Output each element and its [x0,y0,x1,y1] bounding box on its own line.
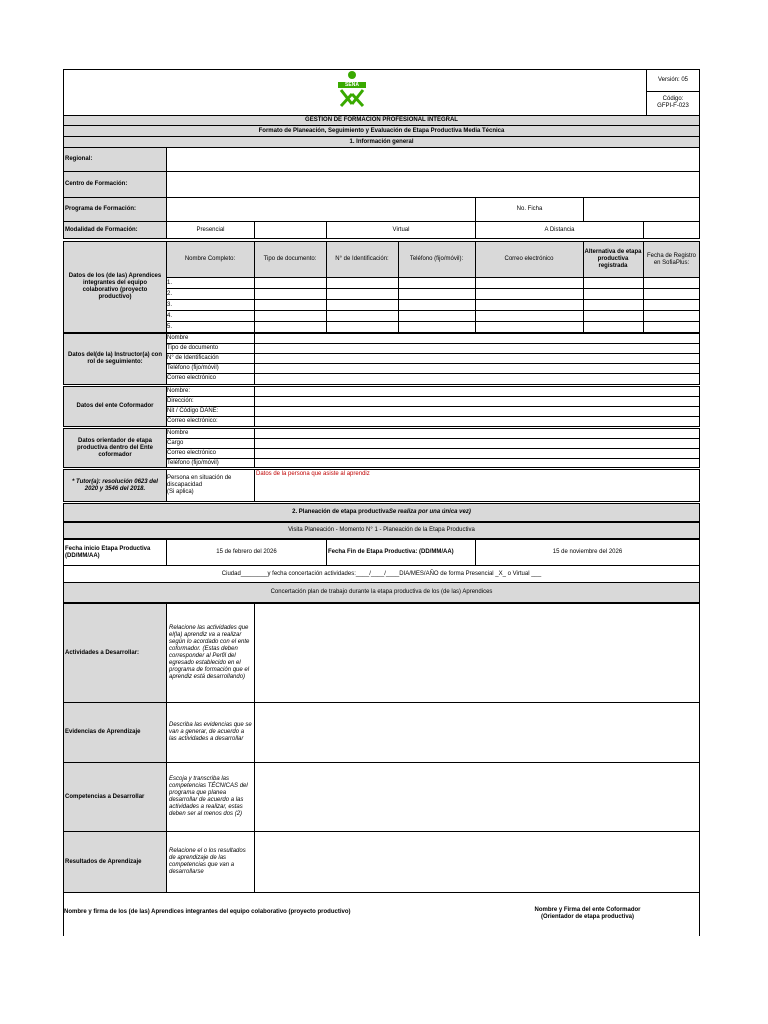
orientador-field-nombre: Nombre [167,429,189,436]
footer-coformador-sign: Nombre y Firma del ente Coformador (Orientador de etapa productiva) [534,907,641,920]
plan-field-competencias[interactable] [254,762,700,832]
modalidad-label: Modalidad de Formación: [63,221,167,239]
col-correo: Correo electrónico [504,256,554,262]
instructor-field-telefono: Teléfono (fijo/móvil) [167,364,219,371]
instructor-field-correo: Correo electrónico [167,375,217,381]
table-row[interactable]: 4. [167,312,173,319]
visit-title: Visita Planeación - Momento N° 1 - Planeación de la Etapa Productiva [63,522,700,539]
col-tipo-doc: Tipo de documento: [263,256,317,262]
orientador-field-correo: Correo electrónico [167,449,217,456]
ficha-field[interactable] [583,197,700,222]
city-date-line: Ciudad________y fecha concertación actividades:____/____/____DIA/MES/AÑO de forma Presencial _X_ o Virtual ___ [63,565,700,583]
regional-label: Regional: [63,147,167,172]
plan-hint-evidencias: Describa las evidencias que se van a generar, de acuerdo a las actividades a desarrollar [166,702,255,763]
programa-field[interactable] [166,197,476,222]
centro-field[interactable] [166,171,700,198]
end-date-label: Fecha Fin de Etapa Productiva: (DD/MM/AA) [326,539,476,566]
col-nombre: Nombre Completo: [184,256,236,262]
title-main: GESTIÓN DE FORMACIÓN PROFESIONAL INTEGRAL [63,115,700,126]
mode-presencial-check[interactable] [254,221,327,239]
tutor-note: Datos de la persona que asiste al aprendiz [256,471,370,477]
ficha-label: No. Ficha [475,197,584,222]
programa-label: Programa de Formación: [63,197,167,222]
table-row[interactable]: 5. [167,323,173,330]
version-label: Versión: 05 [657,76,689,83]
regional-field[interactable] [166,147,700,172]
section2-title-text: 2. Planeación de etapa productiva [292,509,389,515]
plan-label-evidencias: Evidencias de Aprendizaje [63,702,167,763]
sena-logo [332,70,372,110]
plan-field-actividades[interactable] [254,603,700,703]
plan-field-evidencias[interactable] [254,702,700,763]
coformador-label: Datos del ente Coformador [63,386,167,427]
header-divider-h [646,91,700,92]
table-row[interactable]: 1. [167,279,173,286]
centro-label: Centro de Formación: [63,171,167,198]
plan-hint-resultados: Relacione el o los resultados de aprendizaje de las competencias que van a desarrollarse [166,831,255,893]
col-telefono: Teléfono (fijo/móvil): [409,256,464,262]
start-date-value[interactable]: 15 de febrero del 2026 [166,539,327,566]
table-row[interactable]: 2. [167,290,173,297]
instructor-label: Datos del(de la) Instructor(a) con rol de seguimiento: [63,333,167,385]
instructor-field-nombre: Nombre [167,334,189,341]
start-date-label: Fecha inicio Etapa Productiva (DD/MM/AA) [63,539,167,566]
section1-title: 1. Información general [63,136,700,148]
orientador-label: Datos orientador de etapa productiva dentro del Ente coformador [63,428,167,468]
coformador-field-nombre: Nombre: [167,387,191,394]
section2-title [63,503,700,522]
orientador-field-cargo: Cargo [167,439,184,446]
section2-title-italic: Se realiza por una única vez) [388,509,471,515]
mode-distancia[interactable]: A Distancia [475,221,644,239]
footer-apprentices-sign: Nombre y firma de los (de las) Aprendices integrantes del equipo colaborativo (proyecto productivo) [64,909,351,915]
end-date-value[interactable]: 15 de noviembre del 2026 [475,539,700,566]
instructor-field-id: N° de Identificación [167,354,219,361]
apprentices-label: Datos de los (de las) Aprendices integrantes del equipo colaborativo (proyecto productivo) [63,241,167,333]
col-alternativa: Alternativa de etapa productiva registrada [584,249,642,269]
plan-label-competencias: Competencias a Desarrollar [63,762,167,832]
orientador-field-telefono: Teléfono (fijo/móvil) [167,459,219,466]
code-label: Código: GFPI-F-023 [657,96,689,109]
tutor-field-discapacidad: Persona en situación de discapacidad (Si aplica) [167,475,232,495]
col-fecha-registro: Fecha de Registro en SofiaPlus: [646,252,697,266]
table-row[interactable]: 3. [167,301,173,308]
tutor-label: * Tutor(a): resolución 0623 del 2020 y 3546 del 2018. [63,469,167,502]
title-format: Formato de Planeación, Seguimiento y Evaluación de Etapa Productiva Media Técnica [63,125,700,137]
coformador-field-correo: Correo electrónico: [167,417,218,424]
mode-virtual[interactable]: Virtual [326,221,476,239]
col-identificacion: N° de Identificación: [335,256,389,262]
plan-label-actividades: Actividades a Desarrollar: [63,603,167,703]
concertacion-title: Concertación plan de trabajo durante la etapa productiva de los (de las) Aprendices [63,582,700,603]
coformador-field-nit: Nit / Código DANE: [167,407,219,414]
plan-field-resultados[interactable] [254,831,700,893]
plan-hint-competencias: Escoja y transcriba las competencias TÉCNICAS del programa que planea desarrollar de acuerdo a las actividades a realizar, estas deben ser al menos dos (2) [166,762,255,832]
plan-hint-actividades: Relacione las actividades que el(la) aprendiz va a realizar según lo acordado con el ente coformador. (Estas deben corresponder al Perfil del egresado establecido en el programa de formación que el aprendiz está desarrollando) [166,603,255,703]
mode-presencial[interactable]: Presencial [166,221,255,239]
instructor-field-tipo: Tipo de documento [167,344,219,351]
coformador-field-direccion: Dirección: [167,397,194,404]
logo-text: SENA [345,82,359,88]
sena-logo-icon [332,70,372,110]
plan-label-resultados: Resultados de Aprendizaje [63,831,167,893]
mode-distancia-check[interactable] [643,221,700,239]
header-box [63,69,700,116]
